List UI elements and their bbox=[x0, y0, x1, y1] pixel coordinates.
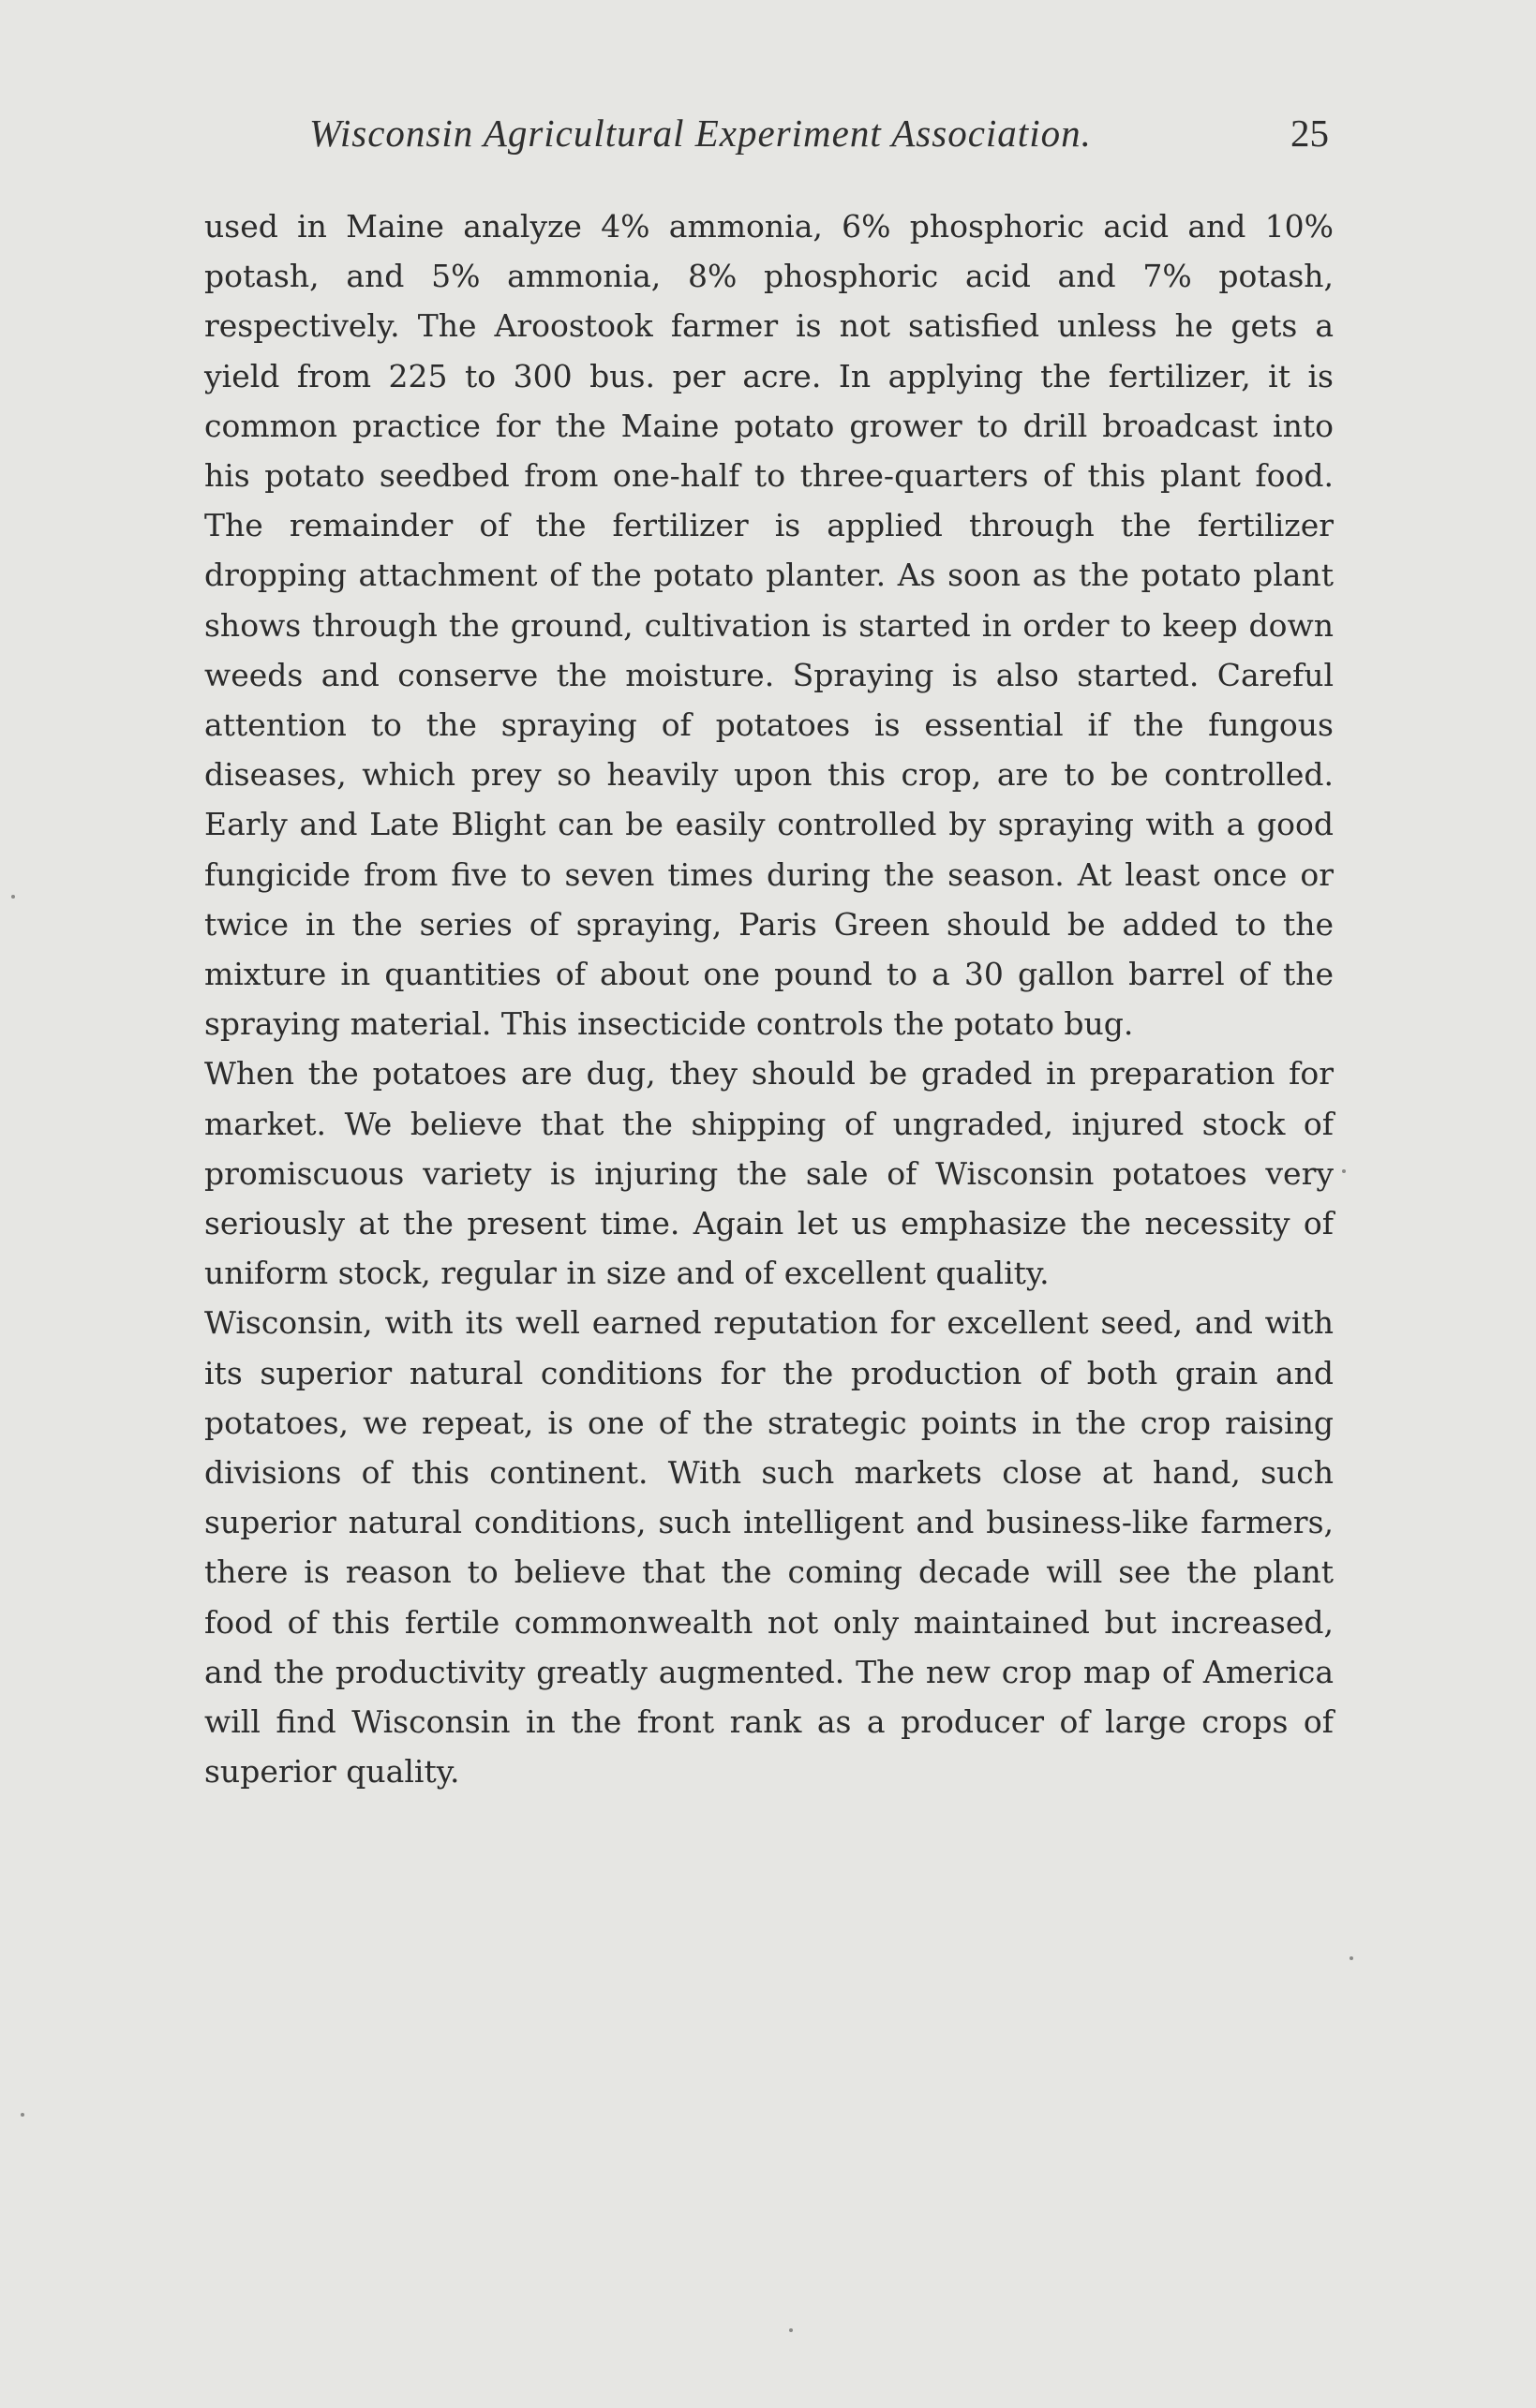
running-title: Wisconsin Agricultural Experiment Association. bbox=[309, 111, 1092, 155]
scan-speck bbox=[1350, 1956, 1353, 1960]
scan-speck bbox=[21, 2113, 24, 2117]
scan-speck bbox=[11, 895, 15, 899]
page-header bbox=[204, 105, 1329, 161]
scan-speck bbox=[789, 2328, 793, 2332]
page-number: 25 bbox=[1290, 111, 1329, 155]
paragraph-fertilizer-practice: used in Maine analyze 4% ammonia, 6% phosphoric acid and 10% potash, and 5% ammonia, 8% phosphoric acid and 7% potash, respectively. The Aroostook farmer is not satisfied unless he gets a yield from 225 to 300 bus. per acre. In applying the fertilizer, it is common practice for the Maine potato grower to drill broadcast into his potato seedbed from one-half to three-quarters of this plant food. The remainder of the fertilizer is applied through the fertilizer dropping attachment of the potato planter. As soon as the potato plant shows through the ground, cultivation is started in order to keep down weeds and conserve the moisture. Spraying is also started. Careful attention to the spraying of potatoes is essential if the fungous diseases, which prey so heavily upon this crop, are to be controlled. Early and Late Blight can be easily controlled by spraying with a good fungicide from five to seven times during the season. At least once or twice in the series of spraying, Paris Green should be added to the mixture in quantities of about one pound to a 30 gallon barrel of the spraying material. This insecticide controls the potato bug. bbox=[204, 208, 1334, 1043]
scan-speck bbox=[1342, 1169, 1346, 1173]
paragraph-grading-potatoes: When the potatoes are dug, they should be graded in preparation for market. We believe that the shipping of ungraded, injured stock of promiscuous variety is injuring the sale of Wisconsin potatoes very seriously at the present time. Again let us emphasize the necessity of uniform stock, regular in size and of excellent quality. bbox=[204, 1055, 1334, 1292]
body-text bbox=[204, 201, 1334, 1797]
paragraph-wisconsin-outlook: Wisconsin, with its well earned reputation for excellent seed, and with its superior natural conditions for the production of both grain and potatoes, we repeat, is one of the strategic points in the crop raising divisions of this continent. With such markets close at hand, such superior natural conditions, such intelligent and business-like farmers, there is reason to believe that the coming decade will see the plant food of this fertile commonwealth not only maintained but increased, and the productivity greatly augmented. The new crop map of America will find Wisconsin in the front rank as a producer of large crops of superior quality. bbox=[204, 1304, 1334, 1791]
